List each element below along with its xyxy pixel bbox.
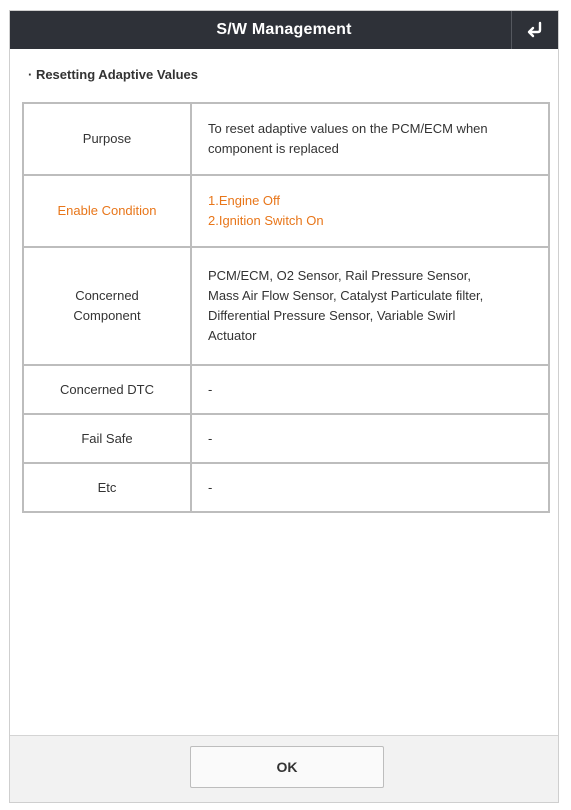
section-title: · Resetting Adaptive Values bbox=[28, 67, 199, 82]
label-line: Concerned bbox=[75, 288, 139, 303]
value-line: 2.Ignition Switch On bbox=[208, 213, 324, 228]
row-label-enable-condition: Enable Condition bbox=[23, 175, 191, 247]
table-row-fail-safe bbox=[23, 414, 549, 463]
row-label-etc: Etc bbox=[23, 463, 191, 512]
sw-management-window bbox=[9, 10, 559, 803]
page-title: S/W Management bbox=[216, 21, 352, 38]
table-row-enable-condition bbox=[23, 175, 549, 247]
row-value-etc: - bbox=[191, 463, 549, 512]
row-label-concerned-dtc: Concerned DTC bbox=[23, 365, 191, 414]
table-row-purpose bbox=[23, 103, 549, 175]
value-line: PCM/ECM, O2 Sensor, Rail Pressure Sensor, bbox=[208, 268, 471, 283]
title-bar bbox=[10, 11, 558, 49]
value-line: Differential Pressure Sensor, Variable Swirl bbox=[208, 308, 456, 323]
back-button[interactable] bbox=[512, 11, 558, 49]
row-value-fail-safe: - bbox=[191, 414, 549, 463]
value-line: 1.Engine Off bbox=[208, 193, 281, 208]
label-line: Component bbox=[73, 308, 141, 323]
row-label-fail-safe: Fail Safe bbox=[23, 414, 191, 463]
value-line: Mass Air Flow Sensor, Catalyst Particulate filter, bbox=[208, 288, 484, 303]
row-value-purpose bbox=[191, 103, 549, 175]
row-value-enable-condition bbox=[191, 175, 549, 247]
table-row-concerned-component bbox=[23, 247, 549, 365]
row-label-concerned-component bbox=[23, 247, 191, 365]
ok-button[interactable]: OK bbox=[190, 746, 384, 788]
row-value-concerned-dtc: - bbox=[191, 365, 549, 414]
table-row-etc bbox=[23, 463, 549, 512]
table-row-concerned-dtc bbox=[23, 365, 549, 414]
return-arrow-icon bbox=[525, 21, 545, 39]
value-line: component is replaced bbox=[208, 141, 339, 156]
footer-bar bbox=[10, 735, 558, 802]
row-label-purpose: Purpose bbox=[23, 103, 191, 175]
row-value-concerned-component bbox=[191, 247, 549, 365]
value-line: To reset adaptive values on the PCM/ECM when bbox=[208, 121, 488, 136]
info-table bbox=[22, 102, 550, 513]
value-line: Actuator bbox=[208, 328, 257, 343]
